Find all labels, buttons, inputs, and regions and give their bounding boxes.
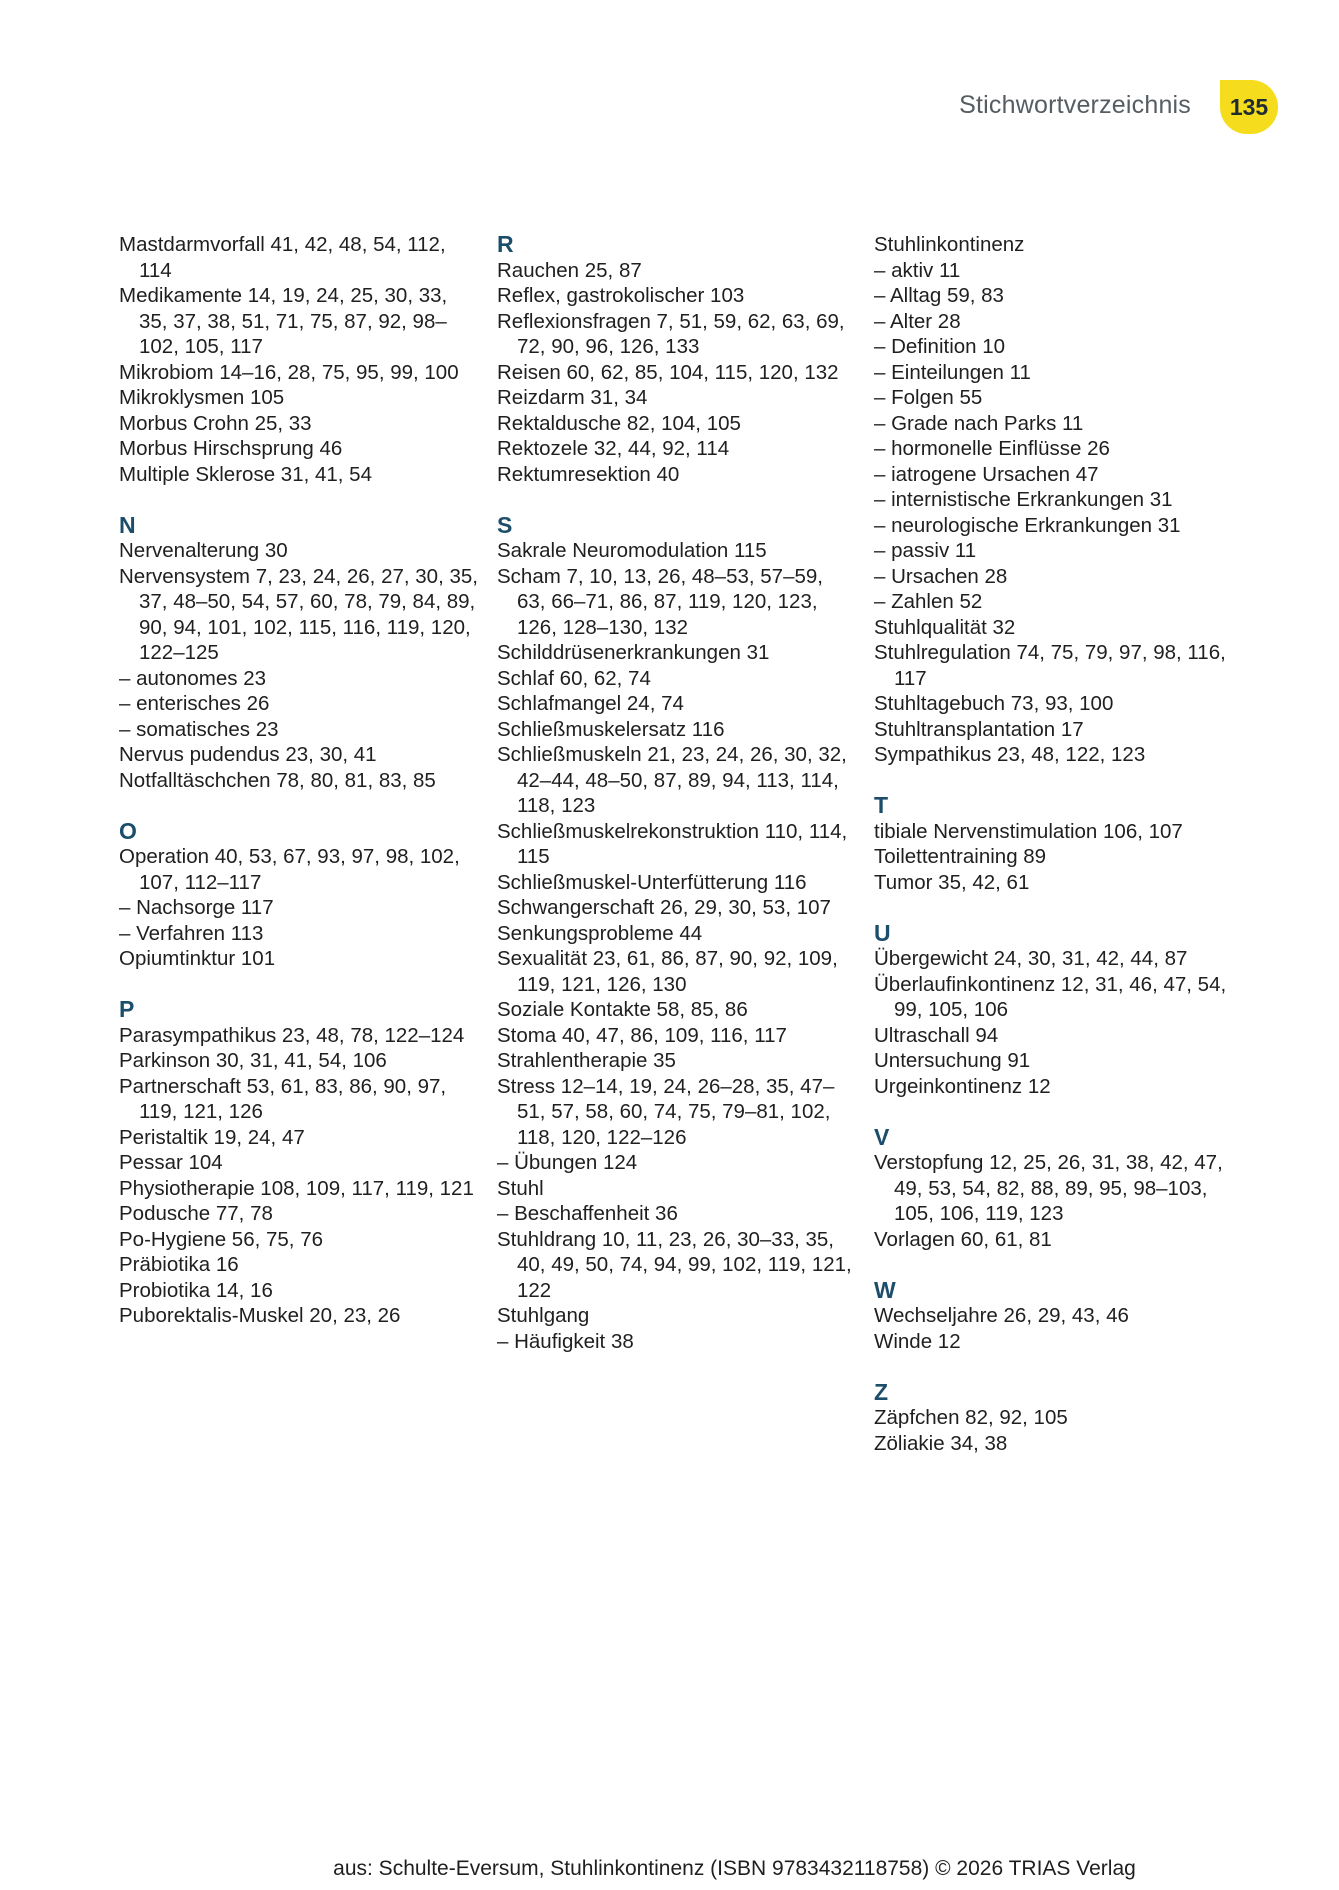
- index-entry: Rektaldusche 82, 104, 105: [497, 411, 741, 435]
- index-subentry: – passiv 11: [874, 539, 977, 562]
- index-subentry: – Grade nach Parks 11: [874, 411, 1084, 435]
- index-entry: Schilddrüsenerkrankungen 31: [497, 641, 770, 664]
- page-number-badge: 135: [1220, 80, 1278, 134]
- index-subentry: – internistische Erkrankungen 31: [874, 488, 1173, 511]
- index-entry: Stress 12–14, 19, 24, 26–28, 35, 47–51, 57, 58, 60, 74, 75, 79–81, 102, 118, 120, 122–126: [497, 1074, 835, 1149]
- index-entry: Reflexionsfragen 7, 51, 59, 62, 63, 69, 72, 90, 96, 126, 133: [497, 309, 845, 358]
- index-entry: Opiumtinktur 101: [119, 947, 276, 970]
- index-subentry: – Übungen 124: [497, 1151, 638, 1174]
- index-entry: Morbus Crohn 25, 33: [119, 411, 312, 435]
- index-entry: Parasympathikus 23, 48, 78, 122–124: [119, 1023, 465, 1047]
- index-letter-heading: V: [874, 1123, 890, 1150]
- index-entry: Sympathikus 23, 48, 122, 123: [874, 743, 1146, 766]
- source-footer: aus: Schulte-Eversum, Stuhlinkontinenz (ISBN 9783432118758) © 2026 TRIAS Verlag: [333, 1857, 1136, 1880]
- index-entry: Rauchen 25, 87: [497, 258, 642, 282]
- index-letter-heading: P: [119, 996, 135, 1022]
- index-entry: Parkinson 30, 31, 41, 54, 106: [119, 1049, 387, 1072]
- index-entry: Wechseljahre 26, 29, 43, 46: [874, 1304, 1129, 1327]
- index-subentry: – Definition 10: [874, 335, 1006, 358]
- index-entry: Schließmuskelersatz 116: [497, 717, 725, 741]
- index-subentry: – hormonelle Einflüsse 26: [874, 437, 1110, 460]
- index-entry: Stuhlinkontinenz: [874, 233, 1025, 256]
- index-entry: Überlaufinkontinenz 12, 31, 46, 47, 54, 99, 105, 106: [874, 972, 1227, 1021]
- index-entry: Reisen 60, 62, 85, 104, 115, 120, 132: [497, 360, 839, 384]
- index-entry: Nervenalterung 30: [119, 539, 288, 562]
- index-entry: Sakrale Neuromodulation 115: [497, 539, 767, 562]
- index-entry: Schwangerschaft 26, 29, 30, 53, 107: [497, 896, 831, 919]
- index-entry: Reizdarm 31, 34: [497, 386, 648, 409]
- index-entry: Morbus Hirschsprung 46: [119, 437, 343, 460]
- index-entry: tibiale Nervenstimulation 106, 107: [874, 819, 1183, 843]
- index-subentry: – autonomes 23: [119, 666, 267, 690]
- index-letter-heading: W: [874, 1276, 896, 1303]
- index-entry: Multiple Sklerose 31, 41, 54: [119, 462, 372, 486]
- index-entry: Mastdarmvorfall 41, 42, 48, 54, 112, 114: [119, 233, 446, 282]
- index-subentry: – iatrogene Ursachen 47: [874, 462, 1099, 486]
- index-letter-heading: Z: [874, 1378, 889, 1405]
- index-subentry: – Beschaffenheit 36: [497, 1202, 678, 1225]
- index-subentry: – Zahlen 52: [874, 590, 983, 613]
- index-entry: Stuhlqualität 32: [874, 615, 1016, 639]
- index-letter-heading: R: [497, 231, 514, 257]
- index-letter-heading: S: [497, 511, 513, 538]
- index-entry: Soziale Kontakte 58, 85, 86: [497, 998, 748, 1021]
- index-entry: Schließmuskelrekonstruktion 110, 114, 115: [497, 819, 848, 868]
- index-entry: Schlafmangel 24, 74: [497, 692, 684, 715]
- index-entry: Winde 12: [874, 1329, 961, 1353]
- index-entry: Mikroklysmen 105: [119, 386, 285, 409]
- index-entry: Stuhlgang: [497, 1304, 590, 1327]
- index-entry: Operation 40, 53, 67, 93, 97, 98, 102, 107, 112–117: [119, 845, 460, 894]
- index-column-3: [874, 232, 1234, 1456]
- index-entry: Sexualität 23, 61, 86, 87, 90, 92, 109, 119, 121, 126, 130: [497, 947, 838, 996]
- index-subentry: – Folgen 55: [874, 386, 983, 409]
- index-entry: Stuhltransplantation 17: [874, 717, 1084, 741]
- index-entry: Po-Hygiene 56, 75, 76: [119, 1227, 323, 1251]
- index-entry: Tumor 35, 42, 61: [874, 870, 1030, 894]
- index-entry: Verstopfung 12, 25, 26, 31, 38, 42, 47, 49, 53, 54, 82, 88, 89, 95, 98–103, 105, 106, 119, 123: [874, 1151, 1223, 1225]
- index-entry: Übergewicht 24, 30, 31, 42, 44, 87: [874, 947, 1188, 970]
- index-subentry: – Alter 28: [874, 309, 961, 333]
- index-column-1: [119, 232, 479, 1329]
- index-entry: Stuhldrang 10, 11, 23, 26, 30–33, 35, 40, 49, 50, 74, 94, 99, 102, 119, 121, 122: [497, 1227, 852, 1302]
- index-subentry: – enterisches 26: [119, 692, 270, 715]
- index-entry: Vorlagen 60, 61, 81: [874, 1227, 1052, 1251]
- index-entry: Physiotherapie 108, 109, 117, 119, 121: [119, 1176, 474, 1200]
- index-entry: Stoma 40, 47, 86, 109, 116, 117: [497, 1023, 787, 1047]
- index-entry: Stuhl: [497, 1176, 544, 1200]
- index-entry: Mikrobiom 14–16, 28, 75, 95, 99, 100: [119, 360, 459, 384]
- index-entry: Rektumresektion 40: [497, 462, 680, 486]
- index-subentry: – Verfahren 113: [119, 921, 264, 945]
- index-entry: Notfalltäschchen 78, 80, 81, 83, 85: [119, 768, 436, 792]
- index-entry: Nervus pudendus 23, 30, 41: [119, 743, 377, 766]
- index-column-2: [497, 232, 857, 1354]
- index-entry: Stuhltagebuch 73, 93, 100: [874, 692, 1114, 715]
- index-entry: Schließmuskeln 21, 23, 24, 26, 30, 32, 42–44, 48–50, 87, 89, 94, 113, 114, 118, 123: [497, 743, 847, 817]
- index-entry: Reflex, gastrokolischer 103: [497, 284, 745, 307]
- index-entry: Senkungsprobleme 44: [497, 921, 703, 945]
- index-letter-heading: U: [874, 919, 891, 946]
- index-subentry: – Einteilungen 11: [874, 360, 1031, 384]
- index-entry: Probiotika 14, 16: [119, 1278, 273, 1302]
- index-entry: Präbiotika 16: [119, 1253, 239, 1276]
- index-subentry: – neurologische Erkrankungen 31: [874, 513, 1181, 537]
- index-entry: Toilettentraining 89: [874, 845, 1047, 868]
- index-entry: Ultraschall 94: [874, 1023, 999, 1047]
- index-subentry: – Nachsorge 117: [119, 896, 274, 919]
- running-header: Stichwortverzeichnis: [959, 91, 1191, 119]
- index-entry: Zöliakie 34, 38: [874, 1431, 1008, 1455]
- index-entry: Scham 7, 10, 13, 26, 48–53, 57–59, 63, 66–71, 86, 87, 119, 120, 123, 126, 128–130, 132: [497, 564, 823, 639]
- index-entry: Puborektalis-Muskel 20, 23, 26: [119, 1304, 401, 1327]
- index-entry: Untersuchung 91: [874, 1049, 1031, 1072]
- index-entry: Pessar 104: [119, 1151, 223, 1174]
- index-entry: Urgeinkontinenz 12: [874, 1074, 1051, 1098]
- index-entry: Podusche 77, 78: [119, 1202, 273, 1225]
- index-entry: Medikamente 14, 19, 24, 25, 30, 33, 35, 37, 38, 51, 71, 75, 87, 92, 98–102, 105, 117: [119, 284, 448, 358]
- index-entry: Schlaf 60, 62, 74: [497, 666, 651, 690]
- index-entry: Strahlentherapie 35: [497, 1049, 676, 1072]
- index-entry: Peristaltik 19, 24, 47: [119, 1125, 305, 1149]
- index-subentry: – somatisches 23: [119, 717, 279, 741]
- index-entry: Schließmuskel-Unterfütterung 116: [497, 870, 807, 894]
- index-letter-heading: O: [119, 817, 137, 844]
- index-subentry: – Häufigkeit 38: [497, 1329, 634, 1353]
- index-subentry: – Alltag 59, 83: [874, 284, 1004, 307]
- index-subentry: – Ursachen 28: [874, 564, 1008, 588]
- index-entry: Nervensystem 7, 23, 24, 26, 27, 30, 35, 37, 48–50, 54, 57, 60, 78, 79, 84, 89, 90, 94, 101, 102, 115, 116, 119, 120, 122–125: [119, 564, 478, 664]
- index-entry: Stuhlregulation 74, 75, 79, 97, 98, 116, 117: [874, 641, 1226, 690]
- index-entry: Zäpfchen 82, 92, 105: [874, 1406, 1068, 1429]
- index-subentry: – aktiv 11: [874, 258, 961, 282]
- index-letter-heading: N: [119, 511, 136, 538]
- index-entry: Rektozele 32, 44, 92, 114: [497, 437, 730, 460]
- index-entry: Partnerschaft 53, 61, 83, 86, 90, 97, 119, 121, 126: [119, 1074, 447, 1123]
- index-letter-heading: T: [874, 792, 889, 818]
